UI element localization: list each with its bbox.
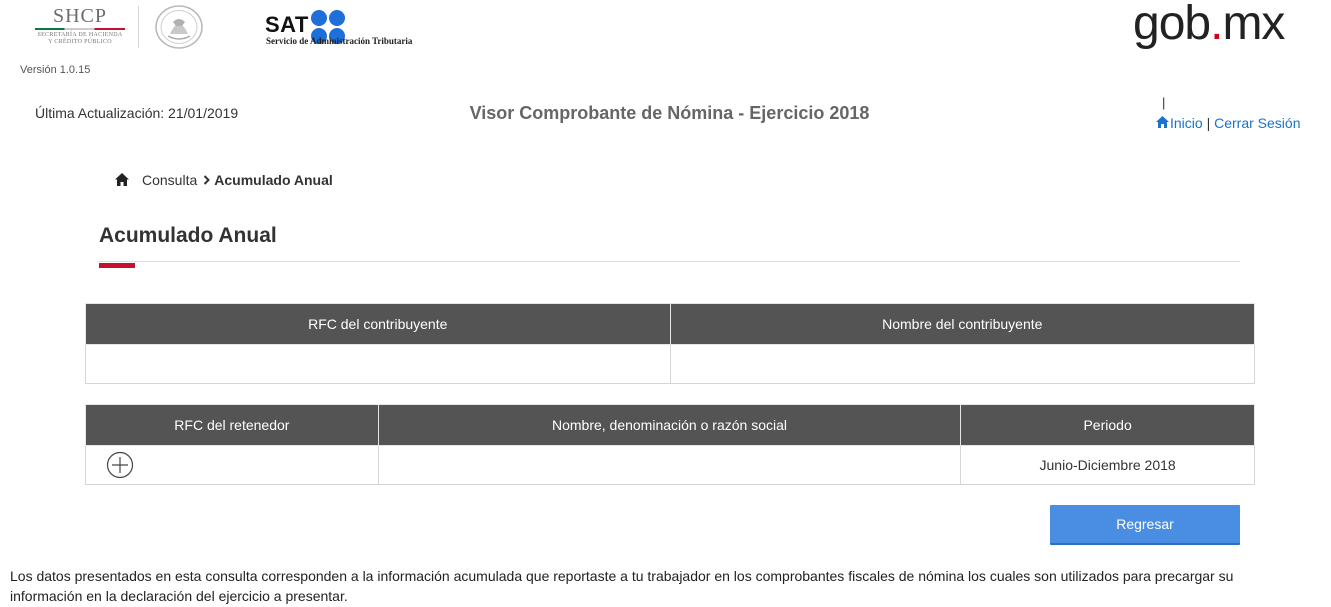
withholder-table bbox=[85, 404, 1255, 485]
home-link[interactable] bbox=[1155, 115, 1203, 131]
cell-rfc-contribuyente bbox=[86, 345, 671, 384]
gob-mx-dot: . bbox=[1210, 0, 1223, 50]
logo-divider bbox=[138, 6, 139, 48]
breadcrumb-current: Acumulado Anual bbox=[214, 172, 333, 188]
gob-mx-part2: mx bbox=[1222, 0, 1285, 50]
expand-row-plus-icon[interactable] bbox=[106, 451, 134, 479]
section-title: Acumulado Anual bbox=[99, 224, 277, 247]
gob-mx-logo bbox=[1133, 0, 1284, 54]
gob-mx-part1: gob bbox=[1133, 0, 1211, 50]
sat-logo-title: SAT bbox=[265, 12, 309, 37]
header-rfc-retenedor: RFC del retenedor bbox=[86, 405, 379, 446]
breadcrumb-consulta[interactable]: Consulta bbox=[142, 172, 198, 188]
table-header-row bbox=[86, 405, 1255, 446]
cell-nombre-contribuyente bbox=[670, 345, 1255, 384]
breadcrumb-home-icon[interactable] bbox=[114, 172, 130, 187]
table-header-row bbox=[86, 304, 1255, 345]
table-row bbox=[86, 446, 1255, 485]
back-button[interactable]: Regresar bbox=[1050, 505, 1240, 545]
shcp-logo bbox=[30, 4, 130, 50]
top-nav bbox=[1155, 115, 1300, 131]
sat-logo-subtitle: Servicio de Administración Tributaria bbox=[266, 36, 413, 46]
page-title: Visor Comprobante de Nómina - Ejercicio 2018 bbox=[469, 103, 870, 123]
header-nombre-contribuyente: Nombre del contribuyente bbox=[670, 304, 1255, 345]
cell-rfc-retenedor bbox=[86, 446, 379, 485]
chevron-right-icon bbox=[203, 175, 210, 185]
logout-link[interactable]: Cerrar Sesión bbox=[1214, 115, 1301, 131]
cell-periodo: Junio-Diciembre 2018 bbox=[961, 446, 1255, 485]
home-link-label: Inicio bbox=[1170, 115, 1203, 131]
section-accent-bar bbox=[99, 263, 135, 268]
header-periodo: Periodo bbox=[961, 405, 1255, 446]
header-razon-social: Nombre, denominación o razón social bbox=[378, 405, 960, 446]
nav-pipe-separator: | bbox=[1162, 95, 1166, 110]
section-divider bbox=[99, 261, 1240, 262]
shcp-logo-title: SHCP bbox=[52, 5, 108, 27]
nav-separator: | bbox=[1202, 115, 1215, 131]
shcp-logo-subtitle-2: Y CRÉDITO PÚBLICO bbox=[48, 39, 112, 45]
home-icon bbox=[1155, 115, 1170, 129]
taxpayer-table bbox=[85, 303, 1255, 384]
last-update-label: Última Actualización: 21/01/2019 bbox=[35, 105, 239, 121]
breadcrumb bbox=[114, 172, 333, 188]
version-label: Versión 1.0.15 bbox=[20, 64, 91, 76]
header-rfc-contribuyente: RFC del contribuyente bbox=[86, 304, 671, 345]
footer-note: Los datos presentados en esta consulta corresponden a la información acumulada que reportaste a tu trabajador en los comprobantes fiscales de nómina los cuales son utilizados para precargar su información en la declaración del ejercicio a presentar. bbox=[10, 568, 1234, 604]
national-seal-icon bbox=[154, 4, 204, 50]
shcp-logo-subtitle-1: SECRETARÍA DE HACIENDA bbox=[37, 32, 123, 38]
cell-razon-social bbox=[378, 446, 960, 485]
table-row bbox=[86, 345, 1255, 384]
shcp-logo-rule bbox=[35, 28, 125, 30]
